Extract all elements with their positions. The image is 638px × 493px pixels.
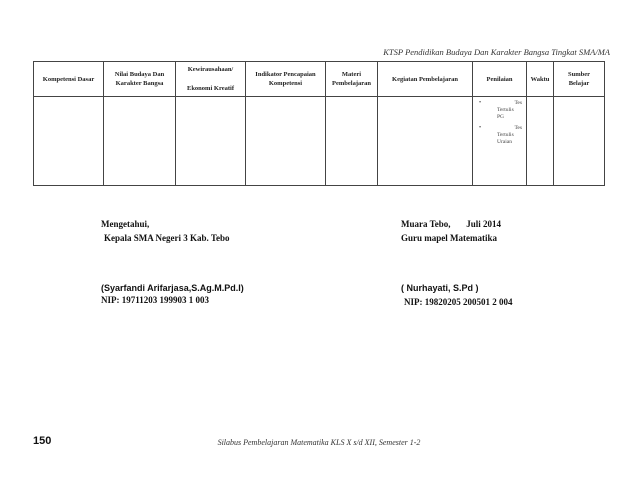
- header-penilaian: Penilaian: [473, 62, 527, 97]
- right-sign-place-date: Muara Tebo, Juli 2014: [401, 219, 502, 229]
- bullet-icon: •: [479, 100, 482, 106]
- left-sign-nip: NIP: 19711203 199903 1 003: [101, 295, 209, 305]
- cell-indikator: [246, 97, 326, 186]
- document-header-note: KTSP Pendidikan Budaya Dan Karakter Bangsa Tingkat SMA/MA: [383, 47, 610, 57]
- header-indikator: Indikator Pencapaian Kompetensi: [246, 62, 326, 97]
- cell-penilaian: [473, 97, 527, 186]
- right-sign-nip: NIP: 19820205 200501 2 004: [404, 297, 513, 307]
- header-nilai-budaya: Nilai Budaya Dan Karakter Bangsa: [104, 62, 176, 97]
- cell-kewirausahaan: [176, 97, 246, 186]
- cell-materi: [326, 97, 378, 186]
- cell-waktu: [527, 97, 554, 186]
- penilaian-item: • Tes Tertulis Uraian: [479, 125, 522, 145]
- header-sumber: Sumber Belajar: [554, 62, 605, 97]
- header-kegiatan: Kegiatan Pembelajaran: [378, 62, 473, 97]
- header-waktu: Waktu: [527, 62, 554, 97]
- right-sign-role: Guru mapel Matematika: [401, 233, 497, 243]
- page-number: 150: [33, 435, 52, 447]
- bullet-icon: •: [479, 125, 482, 131]
- cell-kompetensi-dasar: [34, 97, 104, 186]
- footer-title: Silabus Pembelajaran Matematika KLS X s/d XII, Semester 1-2: [217, 438, 421, 447]
- cell-nilai-budaya: [104, 97, 176, 186]
- left-sign-role: Kepala SMA Negeri 3 Kab. Tebo: [104, 233, 230, 243]
- header-kompetensi-dasar: Kompetensi Dasar: [34, 62, 104, 97]
- syllabus-table: [33, 61, 605, 186]
- header-materi: Materi Pembelajaran: [326, 62, 378, 97]
- left-sign-heading: Mengetahui,: [101, 219, 150, 229]
- penilaian-list: [473, 100, 526, 146]
- left-sign-name: (Syarfandi Arifarjasa,S.Ag.M.Pd.I): [101, 283, 244, 293]
- cell-kegiatan: [378, 97, 473, 186]
- penilaian-item: • Tes Tertulis PG: [479, 100, 522, 120]
- cell-sumber: [554, 97, 605, 186]
- right-sign-name: ( Nurhayati, S.Pd ): [401, 283, 479, 293]
- header-kewirausahaan: Kewirausahaan/ Ekonomi Kreatif: [176, 62, 246, 97]
